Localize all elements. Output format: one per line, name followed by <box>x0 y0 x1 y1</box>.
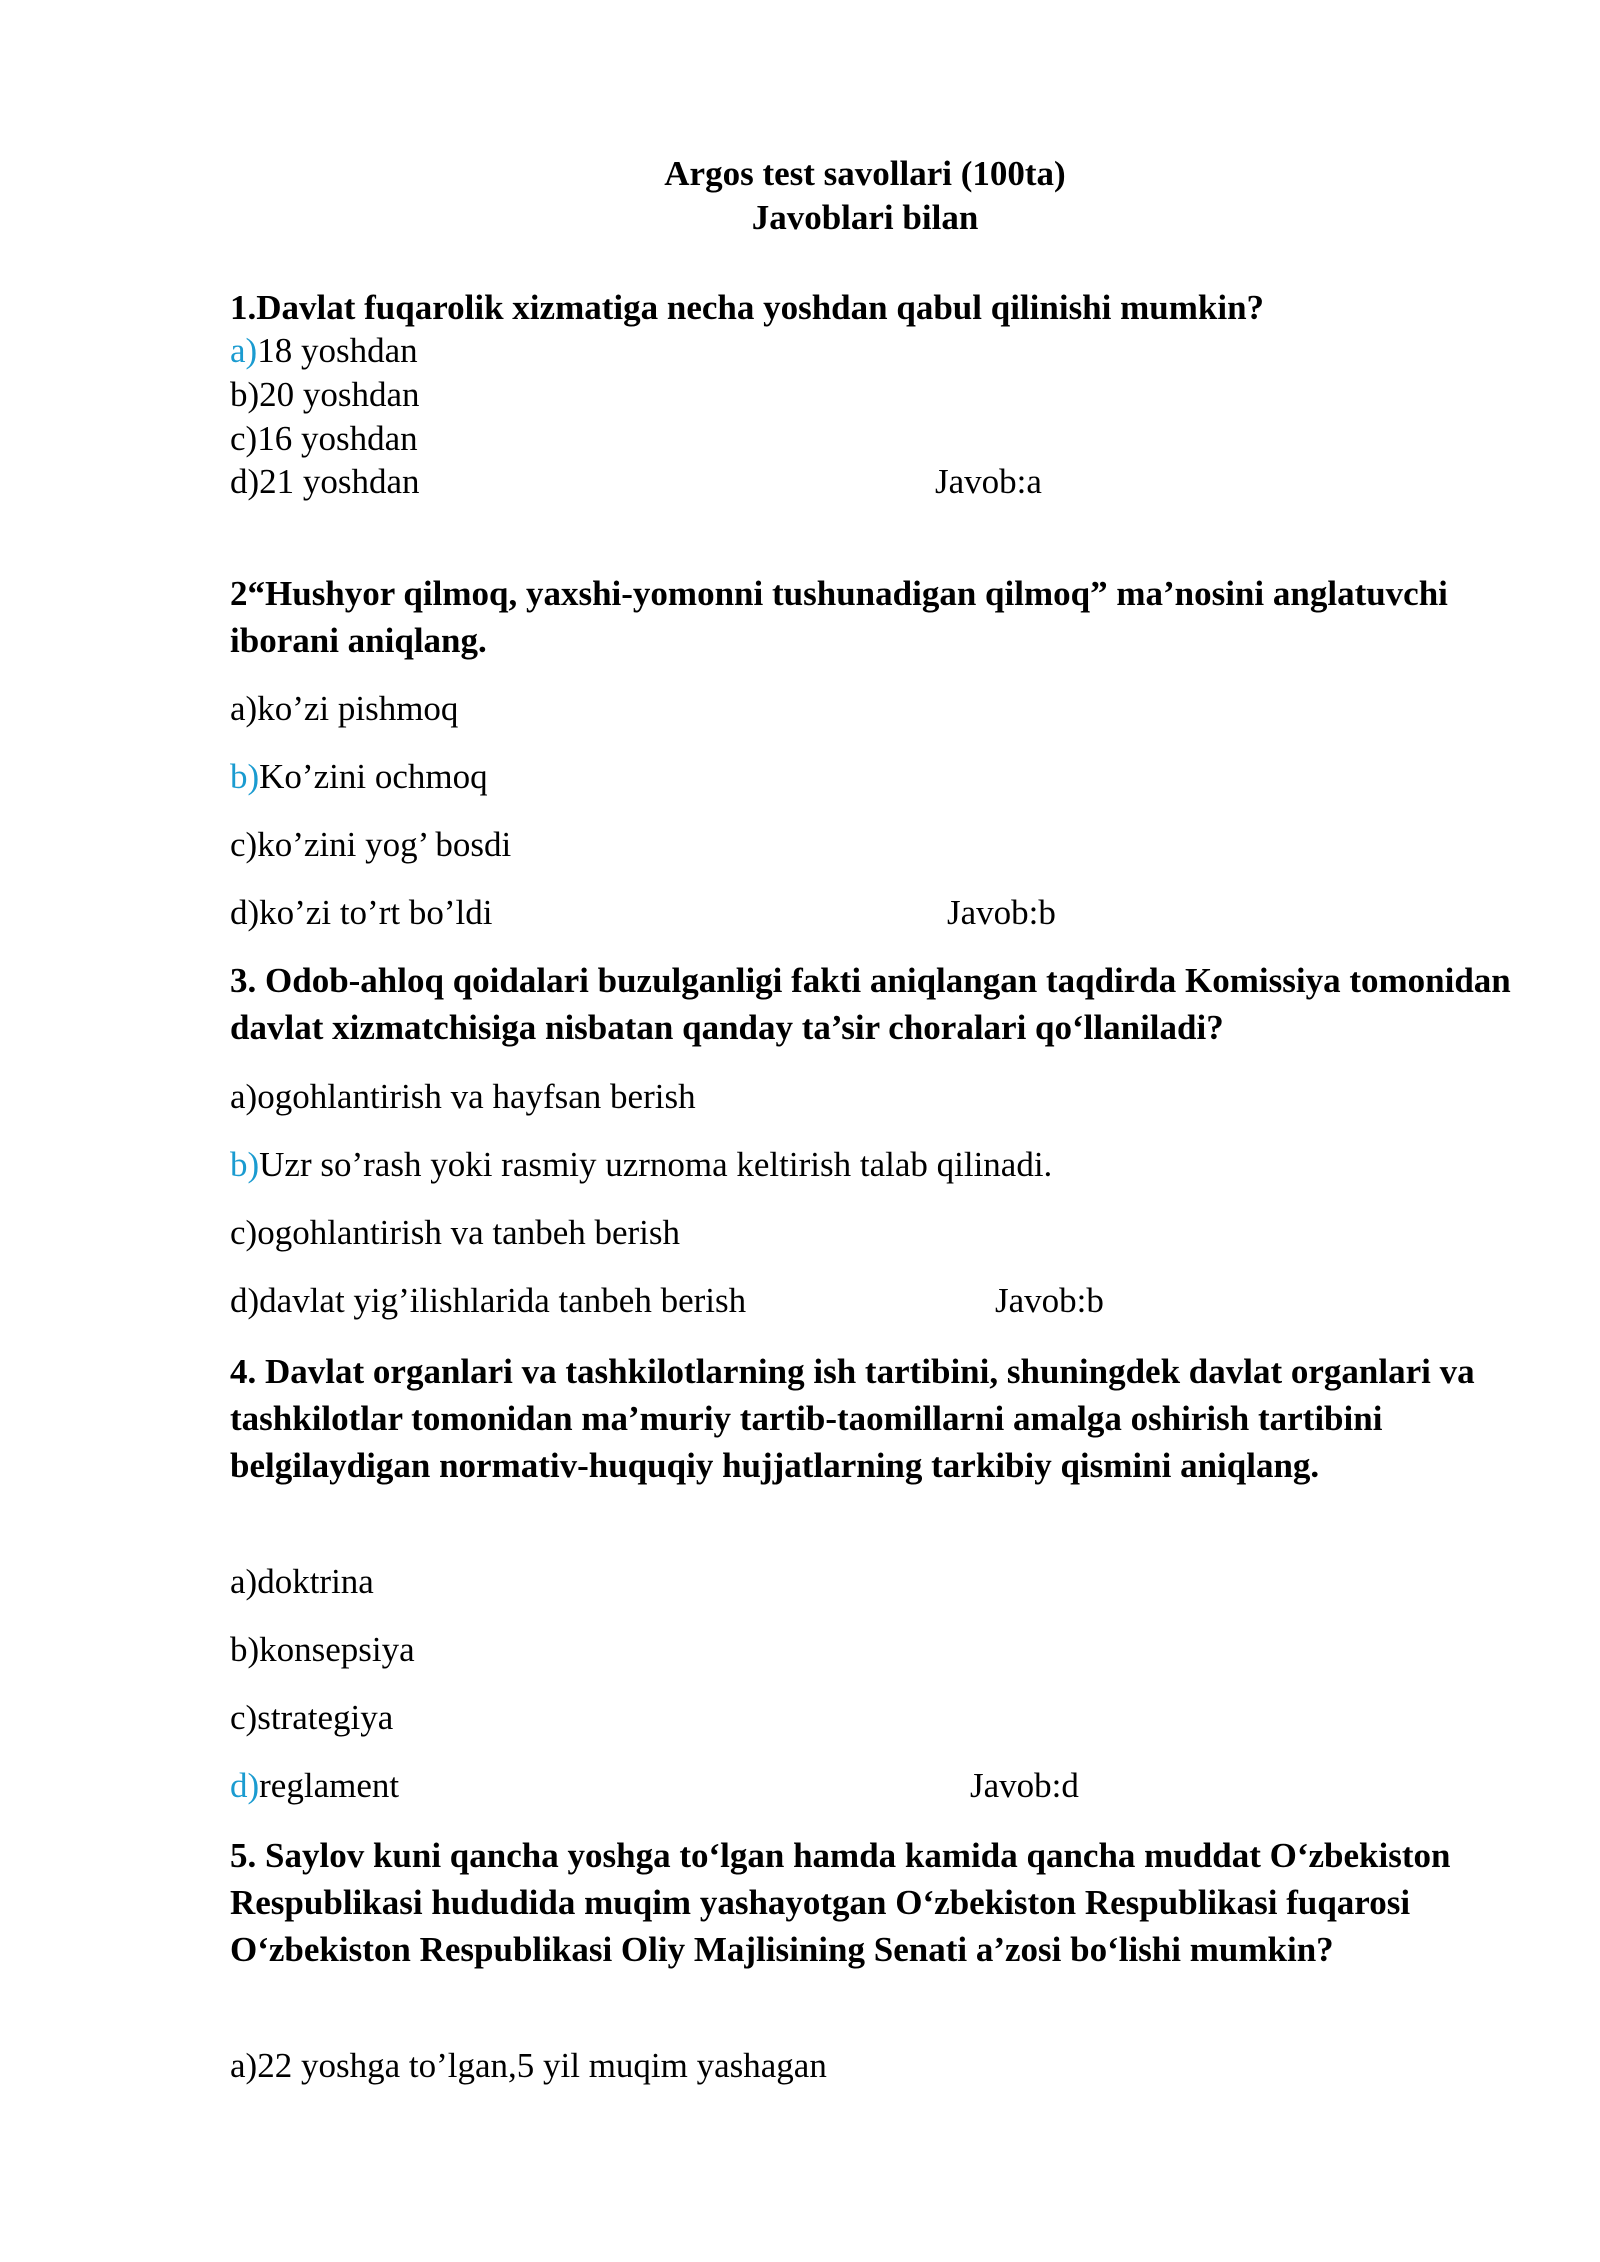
option-marker: c) <box>230 1213 258 1252</box>
question-3-answer: Javob:b <box>995 1281 1104 1320</box>
option-text: doktrina <box>257 1562 374 1601</box>
option-marker: b) <box>230 1145 260 1184</box>
option-marker: b) <box>230 757 260 796</box>
question-2-option-d <box>230 891 1530 935</box>
option-text: ogohlantirish va tanbeh berish <box>257 1213 681 1252</box>
option-text: 22 yoshga to’lgan,5 yil muqim yashagan <box>257 2046 827 2085</box>
option-text: ogohlantirish va hayfsan berish <box>257 1077 696 1116</box>
option-marker: b) <box>230 375 260 414</box>
question-1-option-a <box>230 329 1530 373</box>
question-4-answer: Javob:d <box>970 1766 1079 1805</box>
option-marker: c) <box>230 825 258 864</box>
question-1-option-b <box>230 373 1530 417</box>
option-text: ko’zini yog’ bosdi <box>257 825 512 864</box>
question-2-text: 2“Hushyor qilmoq, yaxshi-yomonni tushunadigan qilmoq” ma’nosini anglatuvchi iborani aniqlang. <box>230 574 1448 660</box>
option-marker: a) <box>230 689 258 728</box>
option-text: 16 yoshdan <box>257 419 418 458</box>
question-4-option-a <box>230 1560 1530 1604</box>
question-2-option-a <box>230 687 1530 731</box>
option-marker: a) <box>230 2046 258 2085</box>
question-4-option-d <box>230 1764 1530 1808</box>
question-1-option-d <box>230 460 1530 504</box>
question-3-text: 3. Odob-ahloq qoidalari buzulganligi fakti aniqlangan taqdirda Komissiya tomonidan davlat xizmatchisiga nisbatan qanday ta’sir choralari qo‘llaniladi? <box>230 961 1511 1047</box>
option-marker: c) <box>230 1698 258 1737</box>
option-marker: b) <box>230 1630 260 1669</box>
option-marker: d) <box>230 1281 260 1320</box>
option-text: ko’zi pishmoq <box>257 689 459 728</box>
question-4-option-b <box>230 1628 1530 1672</box>
option-marker: d) <box>230 893 260 932</box>
question-1-answer: Javob:a <box>935 462 1042 501</box>
option-text: reglament <box>259 1766 400 1805</box>
option-marker: a) <box>230 331 258 370</box>
option-text: 20 yoshdan <box>259 375 420 414</box>
document-subtitle: Javoblari bilan <box>751 198 979 237</box>
question-5-text: 5. Saylov kuni qancha yoshga to‘lgan hamda kamida qancha muddat O‘zbekiston Respublikasi hududida muqim yashayotgan O‘zbekiston Respublikasi fuqarosi O‘zbekiston Respublikasi Oliy Majlisining Senati a’zosi bo‘lishi mumkin? <box>230 1836 1451 1969</box>
option-text: davlat yig’ilishlarida tanbeh berish <box>259 1281 747 1320</box>
option-text: strategiya <box>257 1698 394 1737</box>
question-4-text: 4. Davlat organlari va tashkilotlarning ish tartibini, shuningdek davlat organlari va tashkilotlar tomonidan ma’muriy tartib-taomillarni amalga oshirish tartibini belgilaydigan normativ-huquqiy hujjatlarning tarkibiy qismini aniqlang. <box>230 1352 1475 1485</box>
question-2-option-b <box>230 755 1530 799</box>
option-marker: d) <box>230 1766 260 1805</box>
option-text: 18 yoshdan <box>257 331 418 370</box>
option-marker: a) <box>230 1077 258 1116</box>
option-marker: c) <box>230 419 258 458</box>
option-text: konsepsiya <box>259 1630 415 1669</box>
option-marker: a) <box>230 1562 258 1601</box>
question-1-option-c <box>230 417 1530 461</box>
question-3-option-c <box>230 1211 1530 1255</box>
option-text: Ko’zini ochmoq <box>259 757 488 796</box>
question-3-option-a <box>230 1075 1530 1119</box>
question-3-option-b <box>230 1143 1530 1187</box>
question-2-answer: Javob:b <box>947 893 1056 932</box>
option-marker: d) <box>230 462 260 501</box>
question-5-option-a <box>230 2044 1530 2088</box>
question-4-option-c <box>230 1696 1530 1740</box>
option-text: Uzr so’rash yoki rasmiy uzrnoma keltirish talab qilinadi. <box>259 1145 1053 1184</box>
document-title: Argos test savollari (100ta) <box>664 154 1066 193</box>
option-text: ko’zi to’rt bo’ldi <box>259 893 493 932</box>
question-1-text: 1.Davlat fuqarolik xizmatiga necha yoshdan qabul qilinishi mumkin? <box>230 288 1265 327</box>
option-text: 21 yoshdan <box>259 462 420 501</box>
question-3-option-d <box>230 1279 1530 1323</box>
question-2-option-c <box>230 823 1530 867</box>
